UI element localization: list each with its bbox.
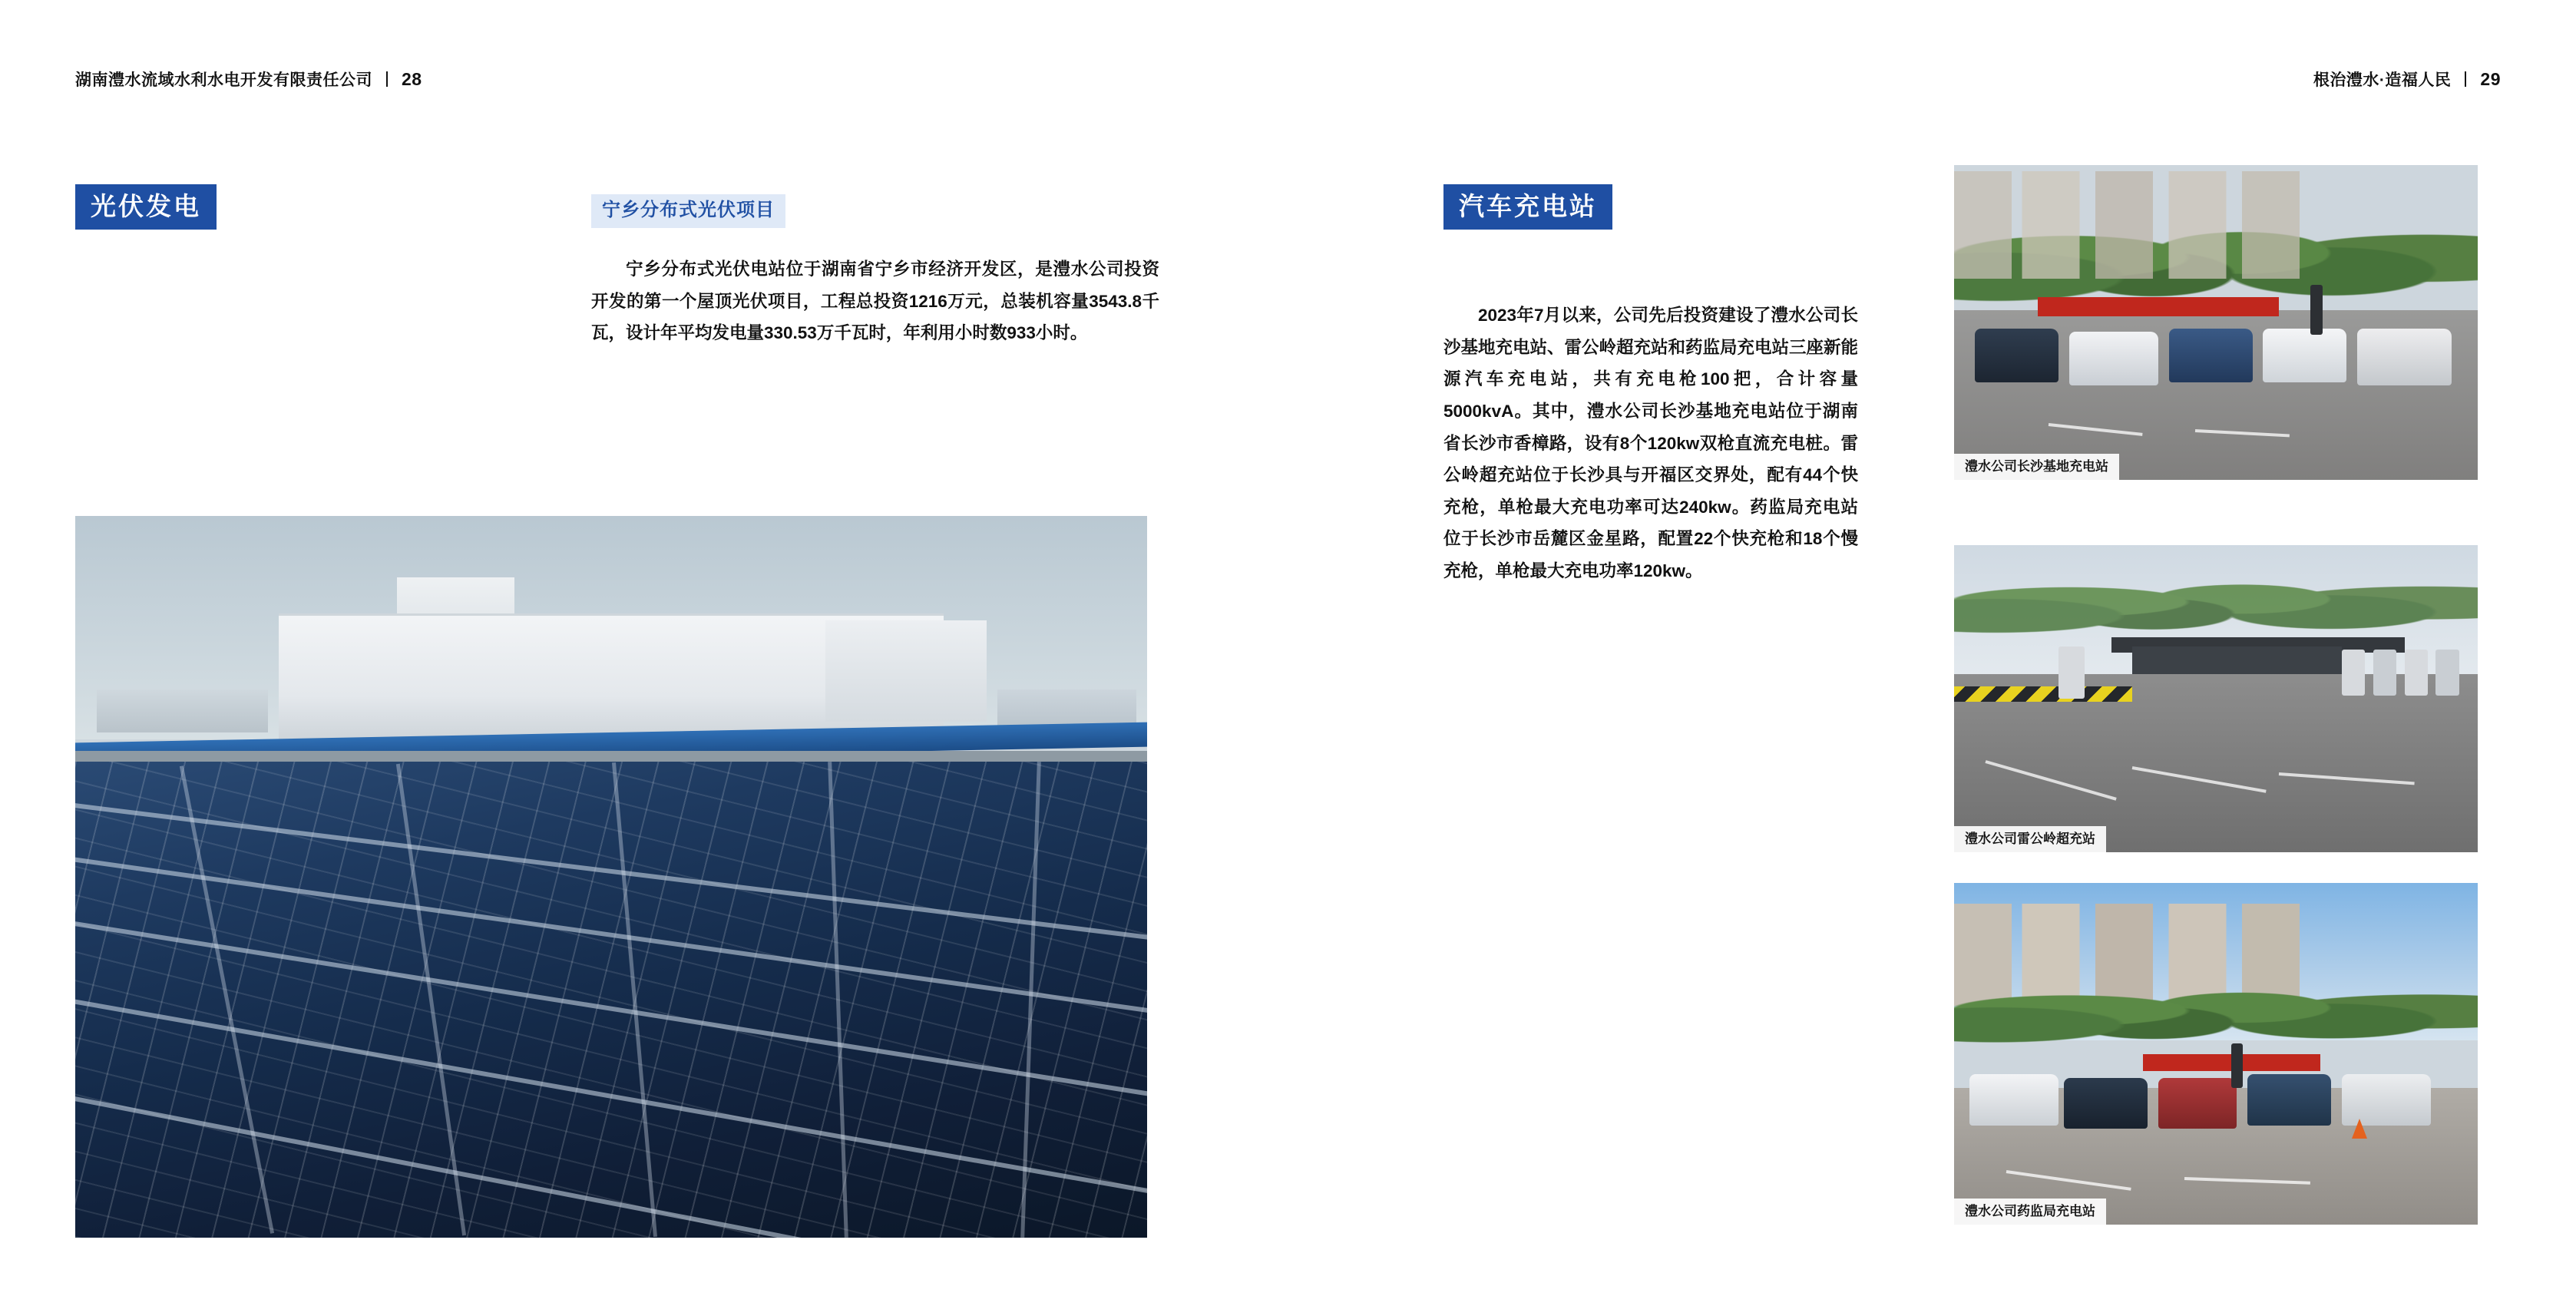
right-running-head bbox=[2313, 68, 2501, 91]
photo2-curb-stripes bbox=[1954, 686, 2132, 702]
running-head-divider bbox=[386, 71, 388, 87]
photo3-car-5 bbox=[2342, 1074, 2431, 1126]
section-title-photovoltaic: 光伏发电 bbox=[75, 184, 217, 230]
photo3-car-3 bbox=[2158, 1078, 2237, 1129]
photo1-car-1 bbox=[1975, 329, 2058, 382]
photo1-car-5 bbox=[2357, 329, 2452, 385]
right-body-paragraph: 2023年7月以来，公司先后投资建设了澧水公司长沙基地充电站、雷公岭超充站和药监局充电站三座新能源汽车充电站，共有充电枪100把，合计容量5000kvA。其中，澧水公司长沙基地充电站位于湖南省长沙市香樟路，设有8个120kw双枪直流充电桩。雷公岭超充站位于长沙具与开福区交界处，配有44个快充枪，单枪最大充电功率可达240kw。药监局充电站位于长沙市岳麓区金星路，配置22个快充枪和18个慢充枪，单枪最大充电功率120kw。 bbox=[1443, 306, 1859, 580]
left-running-head bbox=[75, 68, 422, 91]
right-body-text bbox=[1443, 299, 1858, 587]
photo3-car-1 bbox=[1969, 1074, 2058, 1126]
photo3-charger-post bbox=[2231, 1043, 2243, 1088]
solar-factory-building-right bbox=[825, 620, 986, 722]
photo1-caption: 澧水公司长沙基地充电站 bbox=[1954, 454, 2119, 480]
photo1-car-4 bbox=[2263, 329, 2346, 382]
photo1-car-3 bbox=[2169, 329, 2253, 382]
subsection-title-ningxiang: 宁乡分布式光伏项目 bbox=[591, 194, 785, 228]
photo1-car-2 bbox=[2069, 332, 2158, 385]
left-body-text bbox=[591, 253, 1159, 349]
right-running-head-text: 根治澧水·造福人民 bbox=[2313, 71, 2452, 89]
solar-panel-array bbox=[75, 762, 1147, 1238]
photo1-red-banner bbox=[2038, 297, 2279, 316]
photo2-charger-2 bbox=[2342, 650, 2366, 696]
photo3-car-2 bbox=[2064, 1078, 2148, 1129]
photo2-charger-3 bbox=[2373, 650, 2397, 696]
running-head-divider-right bbox=[2465, 71, 2466, 87]
photo3-trees bbox=[1954, 958, 2478, 1054]
photo-changsha-base-station bbox=[1954, 165, 2478, 480]
photo2-caption: 澧水公司雷公岭超充站 bbox=[1954, 826, 2106, 852]
left-body-paragraph: 宁乡分布式光伏电站位于湖南省宁乡市经济开发区，是澧水公司投资开发的第一个屋顶光伏项目，工程总投资1216万元，总装机容量3543.8千瓦，设计年平均发电量330.53万千瓦时，年利用小时数933小时。 bbox=[591, 260, 1159, 343]
solar-background-building-left bbox=[97, 689, 268, 732]
photo1-charger-post bbox=[2310, 285, 2323, 336]
section-title-charging-station: 汽车充电站 bbox=[1443, 184, 1612, 230]
photo-solar-rooftop bbox=[75, 516, 1147, 1238]
photo2-charger-5 bbox=[2435, 650, 2459, 696]
photo3-caption: 澧水公司药监局充电站 bbox=[1954, 1199, 2106, 1225]
photo2-charger-4 bbox=[2405, 650, 2429, 696]
photo3-traffic-cone bbox=[2352, 1119, 2367, 1139]
photo2-trees bbox=[1954, 551, 2478, 643]
photo3-car-4 bbox=[2247, 1074, 2331, 1126]
photo1-buildings bbox=[1954, 171, 2478, 278]
left-running-head-text: 湖南澧水流域水利水电开发有限责任公司 bbox=[75, 71, 372, 89]
left-page-number: 28 bbox=[402, 68, 422, 89]
right-page-number: 29 bbox=[2480, 68, 2501, 89]
photo-leigongling-station bbox=[1954, 545, 2478, 852]
photo-yaojianju-station bbox=[1954, 883, 2478, 1225]
photo2-charger-1 bbox=[2058, 646, 2085, 699]
